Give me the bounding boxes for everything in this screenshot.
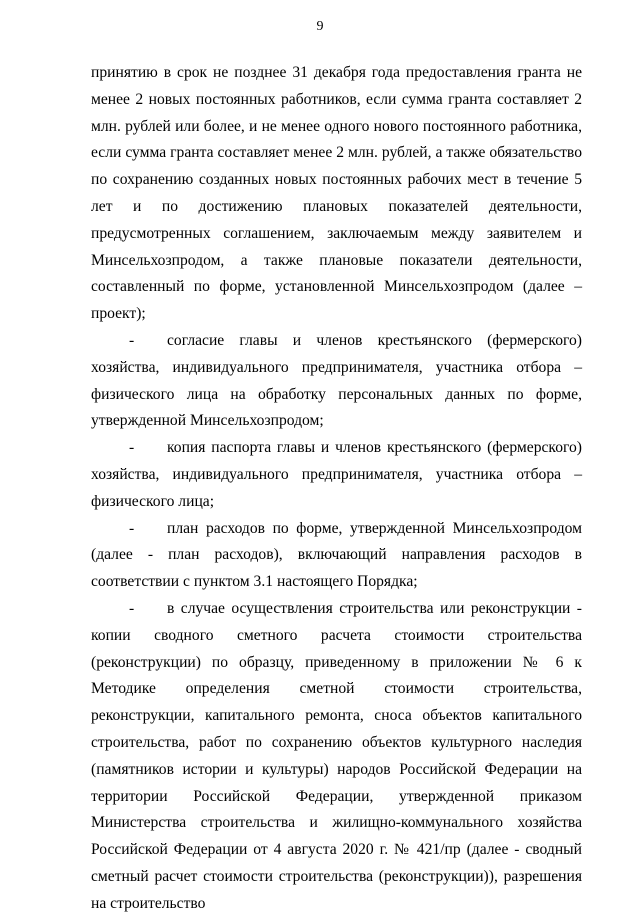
list-item-text: в случае осуществления строительства или реконструкции - копии сводного сметного расчета стоимости строительства (реконструкции) по образцу, приведенному в приложении № 6 к Методике определения сметной стоимости строительства, реконструкции, капитального ремонта, сноса объектов капитального строительства, работ по сохранению объектов культурного наследия (памятников истории и культуры) народов Российской Федерации на территории Российской Федерации, утвержденной приказом Министерства строительства и жилищно-коммунального хозяйства Российской Федерации от 4 августа 2020 г. № 421/пр (далее - сводный сметный расчет стоимости строительства (реконструкции)), разрешения на строительство [91, 599, 582, 912]
list-item-consent [91, 328, 582, 435]
list-item-text: согласие главы и членов крестьянского (фермерского) хозяйства, индивидуального предпринимателя, участника отбора – физического лица на обработку персональных данных по форме, утвержденной Минсельхозпродом; [91, 331, 582, 430]
list-item-text: план расходов по форме, утвержденной Минсельхозпродом (далее - план расходов), включающий направления расходов в соответствии с пунктом 3.1 настоящего Порядка; [91, 519, 582, 591]
intro-paragraph: принятию в срок не позднее 31 декабря года предоставления гранта не менее 2 новых постоянных работников, если сумма гранта составляет 2 млн. рублей или более, и не менее одного нового постоянного работника, если сумма гранта составляет менее 2 млн. рублей, а также обязательство по сохранению созданных новых постоянных рабочих мест в течение 5 лет и по достижению плановых показателей деятельности, предусмотренных соглашением, заключаемым между заявителем и Минсельхозпродом, а также плановые показатели деятельности, составленный по форме, установленной Минсельхозпродом (далее – проект); [91, 64, 582, 323]
list-item-passport-copy [91, 435, 582, 515]
list-item-text: копия паспорта главы и членов крестьянского (фермерского) хозяйства, индивидуального предпринимателя, участника отбора – физического лица; [91, 439, 582, 510]
document-body [91, 60, 582, 918]
page-number: 9 [316, 19, 324, 34]
list-item-marker: - [129, 519, 135, 537]
list-item-marker: - [129, 331, 135, 349]
list-item-construction-estimate [91, 596, 582, 918]
list-item-marker: - [129, 439, 135, 457]
list-item-marker: - [129, 599, 135, 617]
list-item-expense-plan [91, 516, 582, 596]
